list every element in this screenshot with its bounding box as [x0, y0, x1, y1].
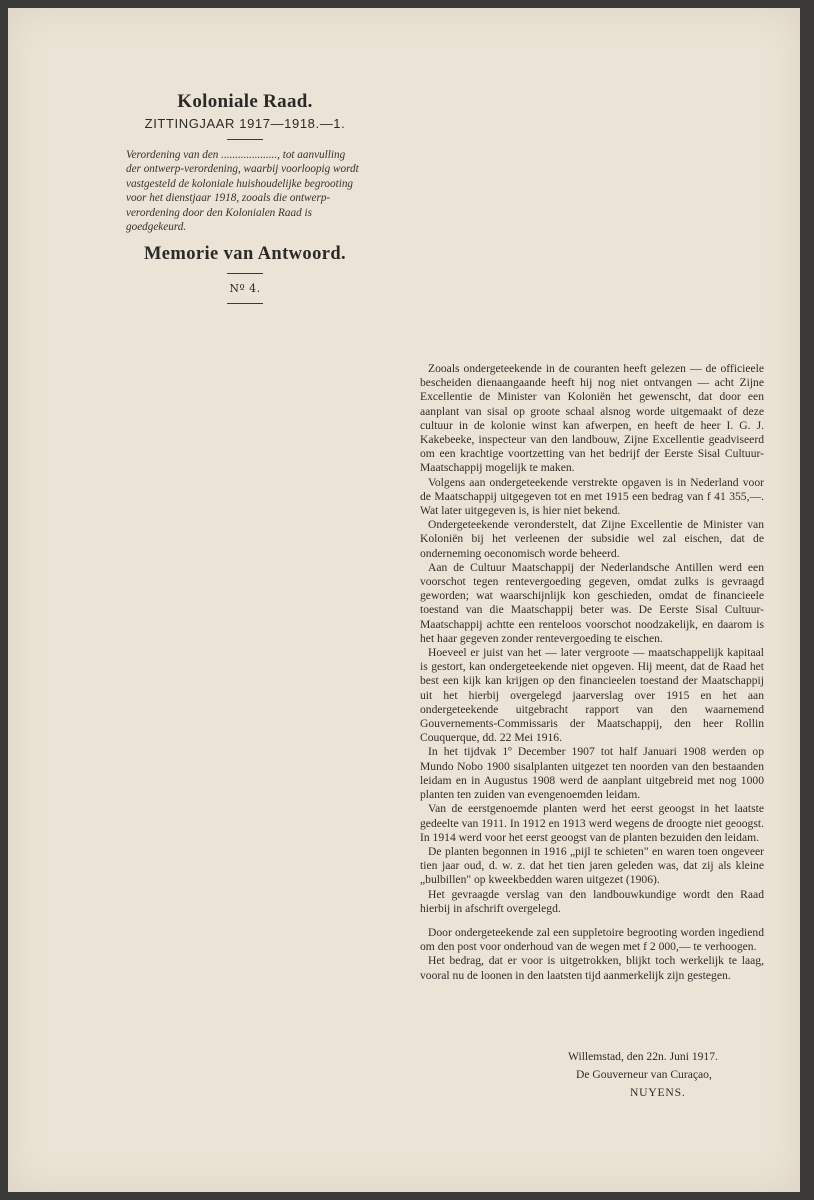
governor-title: De Gouverneur van Curaçao,: [576, 1068, 712, 1081]
paragraph: In het tijdvak 1º December 1907 tot half Januari 1908 werden op Mundo Nobo 1900 sisalplanten uitgezet ten noorden van den bestaanden leidam en in Augustus 1908 werd de aanplant uitgebreid met nog 1000 planten ten zuiden van evengenoemden leidam.: [420, 745, 764, 802]
paragraph: Ondergeteekende veronderstelt, dat Zijne Excellentie de Minister van Koloniën bij het verleenen der subsidie wel zal eischen, dat de onderneming oeconomisch worde beheerd.: [420, 518, 764, 560]
institution-title: Koloniale Raad.: [177, 91, 313, 112]
closing-block: [420, 1048, 764, 1102]
paragraph: Van de eerstgenoemde planten werd het eerst geoogst in het laatste gedeelte van 1911. In 1912 en 1913 werd wegens de droogte niet geoogst. In 1914 werd voor het eerst geoogst van de planten bezuiden den leidam.: [420, 802, 764, 844]
paragraph: Door ondergeteekende zal een suppletoire begrooting worden ingediend om den post voor onderhoud van de wegen met f 2 000,— te verhoogen.: [420, 925, 764, 954]
memo-divider: [227, 273, 263, 274]
paragraph: Volgens aan ondergeteekende verstrekte opgaven is in Nederland voor de Maatschappij uitgegeven tot en met 1915 een bedrag van f 41 355,—. Wat later uitgegeven is, is hier niet bekend.: [420, 475, 764, 518]
paragraph: Hoeveel er juist van het — later vergroote — maatschappelijk kapitaal is gestort, kan ondergeteekende niet opgeven. Hij meent, dat de Raad het best een kijk kan krijgen op den financieelen toestand der Maatschappij uit het hierbij overgelegd jaarverslag over 1915 en het aan ondergeteekende uitgebracht rapport van den waarnemend Gouvernements-Commissaris der Maatschappij, den heer Rollin Couquerque, dd. 22 Mei 1916.: [420, 646, 764, 745]
ordinance-description: Verordening van den ...................., tot aanvulling der ontwerp-verordening, waarbij voorloopig wordt vastgesteld de koloniale huishoudelijke begrooting voor het dienstjaar 1918, zooals die ontwerp-verordening door den Kolonialen Raad is goedgekeurd.: [126, 149, 359, 234]
paragraph: Zooals ondergeteekende in de couranten heeft gelezen — de officieele bescheiden dienaangaande heeft hij nog niet ontvangen — acht Zijne Excellentie de Minister van Koloniën het gewenscht, dat door een aanplant van sisal op groote schaal alsnog worde uitgemaakt of deze cultuur in de kolonie winst kan afwerpen, en heeft de heer I. G. J. Kakebeeke, inspecteur van den landbouw, Zijne Excellentie geadviseerd om een krachtige voortzetting van het bedrijf der Eerste Sisal Cultuur-Maatschappij mogelijk te maken.: [420, 362, 764, 475]
paragraph: De planten begonnen in 1916 „pijl te schieten" en waren toen ongeveer tien jaar oud, d. w. z. dat het tien jaren geleden was, dat zij als kleine „bulbillen" op kweekbedden waren uitgezet (1906).: [420, 844, 764, 887]
document-page: [8, 8, 800, 1192]
header-divider: [227, 139, 263, 140]
signature: NUYENS.: [630, 1086, 686, 1099]
memo-body: [420, 362, 764, 983]
memo-title: Memorie van Antwoord.: [143, 244, 347, 265]
place-date: Willemstad, den 22n. Juni 1917.: [568, 1050, 718, 1063]
paragraph: Het gevraagde verslag van den landbouwkundige wordt den Raad hierbij in afschrift overgelegd.: [420, 887, 764, 915]
paragraph: Aan de Cultuur Maatschappij der Nederlandsche Antillen werd een voorschot tegen rentevergoeding gegeven, omdat zulks is gevraagd geworden; wat waarschijnlijk kon geschieden, omdat de financieele toestand van die Maatschappij beter was. De Eerste Sisal Cultuur-Maatschappij achtte een renteloos voorschot noodzakelijk, en daarom is het haar gegeven zonder rentevergoeding te eischen.: [420, 560, 764, 645]
session-year: ZITTINGJAAR 1917—1918.—1.: [144, 116, 346, 131]
number-divider: [227, 303, 263, 304]
paragraph: Het bedrag, dat er voor is uitgetrokken, blijkt toch werkelijk te laag, vooral nu de loonen in den laatsten tijd aanmerkelijk zijn gestegen.: [420, 954, 764, 982]
document-header: [120, 90, 370, 312]
document-number: Nº 4.: [229, 282, 261, 296]
